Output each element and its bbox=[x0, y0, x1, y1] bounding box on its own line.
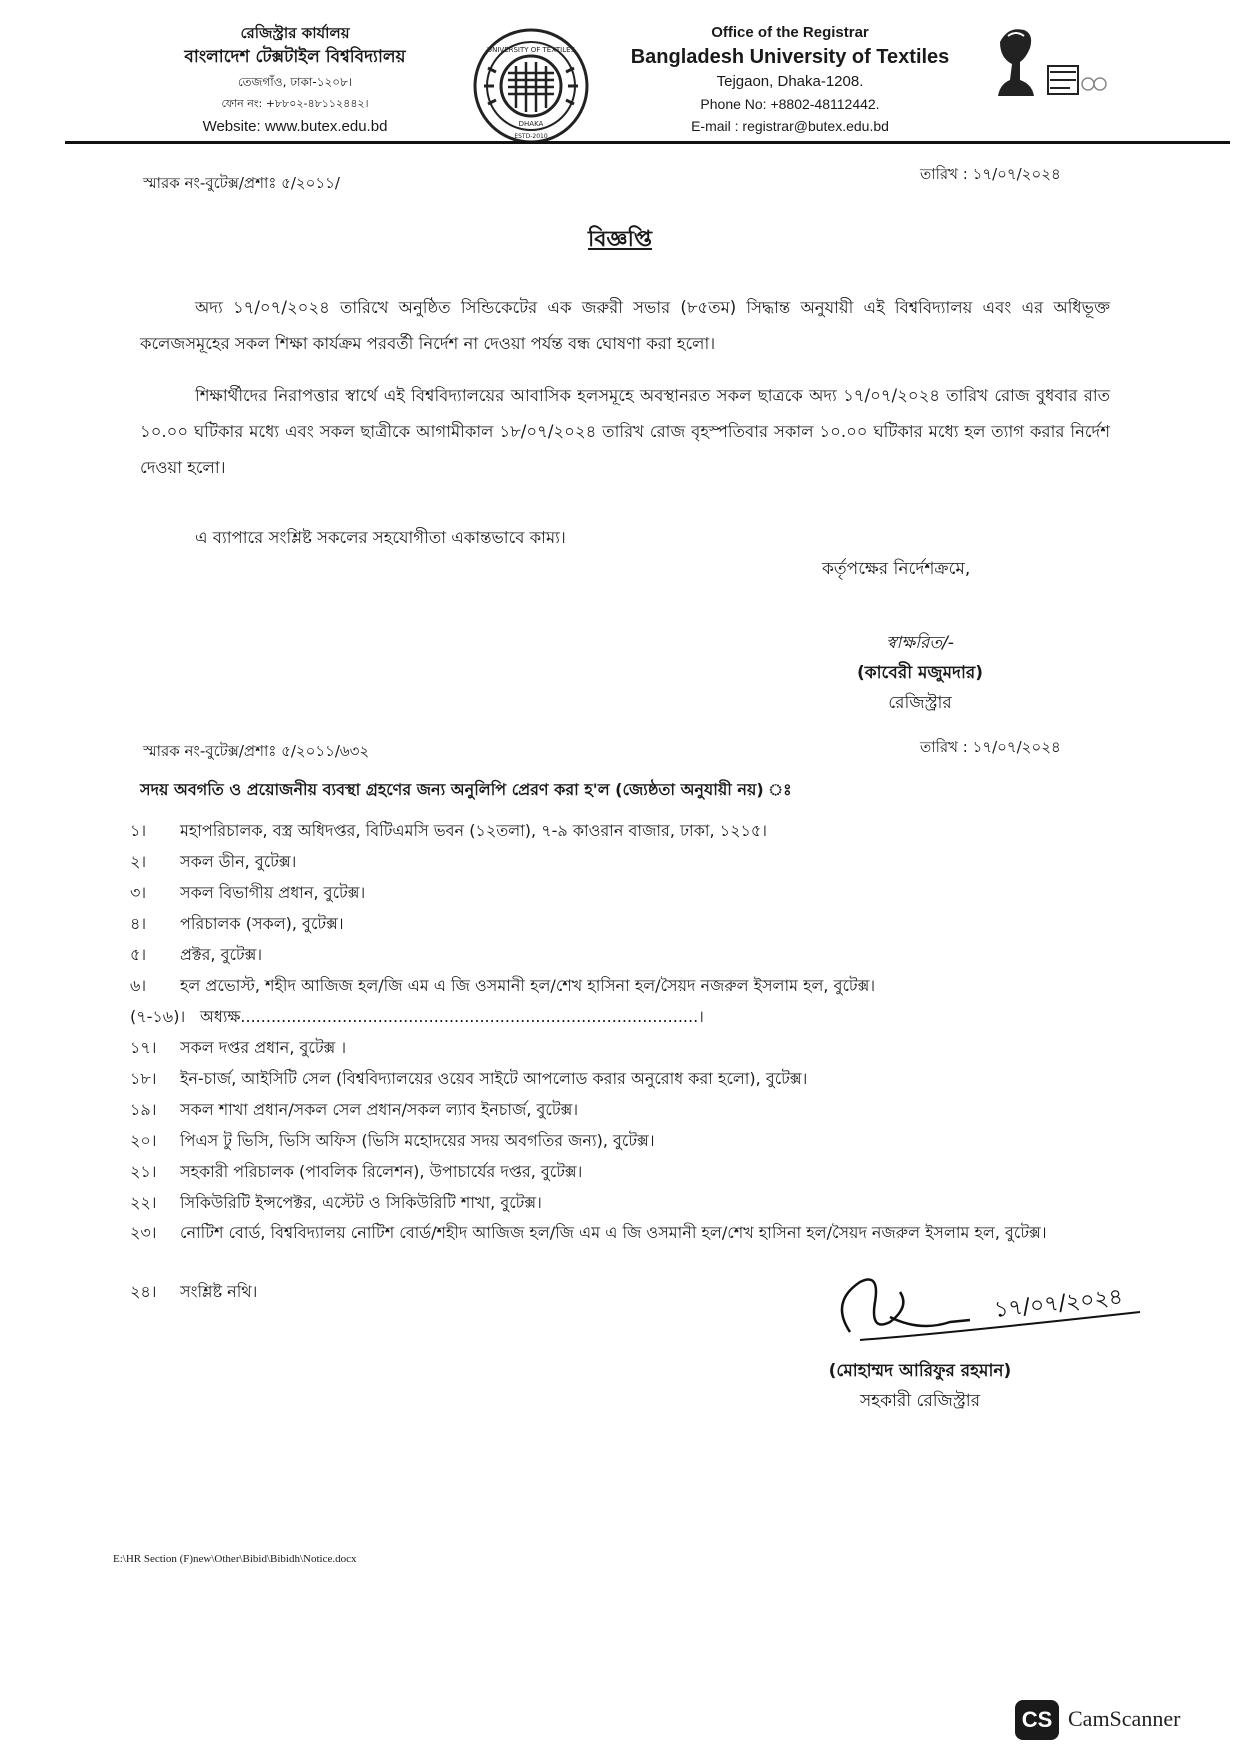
signed-mark: স্বাক্ষরিত/- bbox=[886, 633, 954, 653]
handwritten-date: ১৭/০৭/২০২৪ bbox=[993, 1284, 1125, 1323]
list-item: ১৮। ইন-চার্জ, আইসিটি সেল (বিশ্ববিদ্যালয়ের ওয়েব সাইটে আপলোড করার অনুরোধ করা হলো), বুটেক্স। bbox=[130, 1069, 808, 1088]
file-path: E:\HR Section (F)new\Other\Bibid\Bibidh\Notice.docx bbox=[113, 1553, 357, 1565]
list-item: ৪। পরিচালক (সকল), বুটেক্স। bbox=[130, 914, 344, 933]
list-item: ২২। সিকিউরিটি ইন্সপেক্টর, এস্টেট ও সিকিউরিটি শাখা, বুটেক্স। bbox=[130, 1193, 542, 1212]
signatory-1-title: রেজিস্ট্রার bbox=[888, 693, 952, 713]
cc-list bbox=[130, 815, 1125, 1307]
address-bn: তেজগাঁও, ঢাকা-১২০৮। bbox=[237, 75, 353, 89]
body-paragraph-2 bbox=[140, 378, 1110, 486]
handwritten-signature bbox=[820, 1262, 1150, 1352]
list-item: ১৯। সকল শাখা প্রধান/সকল সেল প্রধান/সকল ল্যাব ইনচার্জ, বুটেক্স। bbox=[130, 1100, 579, 1119]
website: Website: www.butex.edu.bd bbox=[202, 118, 388, 135]
list-item: ১৭। সকল দপ্তর প্রধান, বুটেক্স । bbox=[130, 1038, 347, 1057]
camscanner-label: CamScanner bbox=[1068, 1706, 1181, 1731]
phone-bn: ফোন নং: +৮৮০২-৪৮১১২৪৪২। bbox=[221, 97, 369, 110]
signatory-2 bbox=[790, 1356, 1050, 1416]
body-paragraph-1 bbox=[140, 290, 1110, 362]
phone-en: Phone No: +8802-48112442. bbox=[700, 96, 880, 112]
list-item: ৫। প্রক্টর, বুটেক্স। bbox=[130, 945, 263, 964]
university-name-bn: বাংলাদেশ টেক্সটাইল বিশ্ববিদ্যালয় bbox=[184, 47, 406, 67]
memo-date-1: তারিখ : ১৭/০৭/২০২৪ bbox=[920, 165, 1061, 183]
list-item: ২১। সহকারী পরিচালক (পাবলিক রিলেশন), উপাচার্যের দপ্তর, বুটেক্স। bbox=[130, 1162, 583, 1181]
body-paragraph-2-text: শিক্ষার্থীদের নিরাপত্তার স্বার্থে এই বিশ্ববিদ্যালয়ের আবাসিক হলসমূহে অবস্থানরত সকল ছাত্রকে অদ্য ১৭/০৭/২০২৪ তারিখ রোজ বুধবার রাত ১০.০০ ঘটিকার মধ্যে এবং সকল ছাত্রীকে আগামীকাল ১৮/০৭/২০২৪ তারিখ রোজ বৃহস্পতিবার সকাল ১০.০০ ঘটিকার মধ্যে হল ত্যাগ করার নির্দেশ দেওয়া হলো। bbox=[140, 386, 1110, 477]
list-item: (৭-১৬)। অধ্যক্ষ..........................................................................................। bbox=[130, 1007, 704, 1026]
list-item: ২৩। নোটিশ বোর্ড, বিশ্ববিদ্যালয় নোটিশ বোর্ড/শহীদ আজিজ হল/জি এম এ জি ওসমানী হল/শেখ হাসিনা হল/সৈয়দ নজরুল ইসলাম হল, বুটেক্স। bbox=[130, 1223, 1047, 1242]
list-item: ২৪। সংশ্লিষ্ট নথি। bbox=[130, 1282, 258, 1301]
email-en: E-mail : registrar@butex.edu.bd bbox=[691, 118, 889, 134]
memo-date-2: তারিখ : ১৭/০৭/২০২৪ bbox=[920, 738, 1061, 756]
university-logo bbox=[468, 28, 594, 146]
signatory-1 bbox=[800, 628, 1040, 718]
camscanner-logo-icon: CS bbox=[1015, 1700, 1059, 1740]
list-item: ৬। হল প্রভোস্ট, শহীদ আজিজ হল/জি এম এ জি ওসমানী হল/শেখ হাসিনা হল/সৈয়দ নজরুল ইসলাম হল, বুটেক্স। bbox=[130, 976, 876, 995]
header-english bbox=[600, 22, 980, 138]
address-en: Tejgaon, Dhaka-1208. bbox=[716, 73, 864, 90]
list-item: ২। সকল ডীন, বুটেক্স। bbox=[130, 852, 297, 871]
office-name-en: Office of the Registrar bbox=[711, 24, 869, 41]
memo-ref-2: স্মারক নং-বুটেক্স/প্রশাঃ ৫/২০১১/৬৩২ bbox=[143, 742, 370, 760]
memo-ref-1: স্মারক নং-বুটেক্স/প্রশাঃ ৫/২০১১/ bbox=[143, 174, 340, 192]
cc-heading: সদয় অবগতি ও প্রয়োজনীয় ব্যবস্থা গ্রহণের জন্য অনুলিপি প্রেরণ করা হ'ল (জ্যেষ্ঠতা অনুযায়ী নয়) ঃ bbox=[140, 780, 792, 799]
list-item: ৩। সকল বিভাগীয় প্রধান, বুটেক্স। bbox=[130, 883, 366, 902]
logo-text-bottom: DHAKA bbox=[518, 120, 544, 128]
logo-estd: ESTD-2010 bbox=[514, 133, 548, 140]
body-paragraph-3-text: এ ব্যাপারে সংশ্লিষ্ট সকলের সহযোগীতা একান্তভাবে কাম্য। bbox=[195, 528, 566, 547]
office-name-bn: রেজিস্ট্রার কার্যালয় bbox=[240, 24, 350, 42]
body-paragraph-3 bbox=[140, 520, 1110, 556]
signatory-2-name: (মোহাম্মদ আরিফুর রহমান) bbox=[828, 1361, 1012, 1381]
logo-text-top: UNIVERSITY OF TEXTILES bbox=[486, 46, 576, 54]
list-item: ১। মহাপরিচালক, বস্ত্র অধিদপ্তর, বিটিএমসি ভবন (১২তলা), ৭-৯ কাওরান বাজার, ঢাকা, ১২১৫। bbox=[130, 821, 767, 840]
notice-title: বিজ্ঞপ্তি bbox=[588, 227, 652, 252]
portrait-emblem bbox=[990, 22, 1110, 102]
list-item: ২০। পিএস টু ভিসি, ভিসি অফিস (ভিসি মহোদয়ের সদয় অবগতির জন্য), বুটেক্স। bbox=[130, 1131, 655, 1150]
signatory-1-name: (কাবেরী মজুমদার) bbox=[856, 663, 984, 683]
signatory-2-title: সহকারী রেজিস্ট্রার bbox=[859, 1391, 981, 1411]
header-bangla bbox=[130, 22, 460, 140]
authority-line: কর্তৃপক্ষের নির্দেশক্রমে, bbox=[822, 559, 971, 579]
university-name-en: Bangladesh University of Textiles bbox=[630, 46, 950, 68]
body-paragraph-1-text: অদ্য ১৭/০৭/২০২৪ তারিখে অনুষ্ঠিত সিন্ডিকেটের এক জরুরী সভার (৮৫তম) সিদ্ধান্ত অনুযায়ী এই বিশ্ববিদ্যালয় এবং এর অধিভূক্ত কলেজসমূহের সকল শিক্ষা কার্যক্রম পরবর্তী নির্দেশ না দেওয়া পর্যন্ত বন্ধ ঘোষণা করা হলো। bbox=[140, 298, 1110, 353]
header-divider bbox=[65, 141, 1230, 144]
